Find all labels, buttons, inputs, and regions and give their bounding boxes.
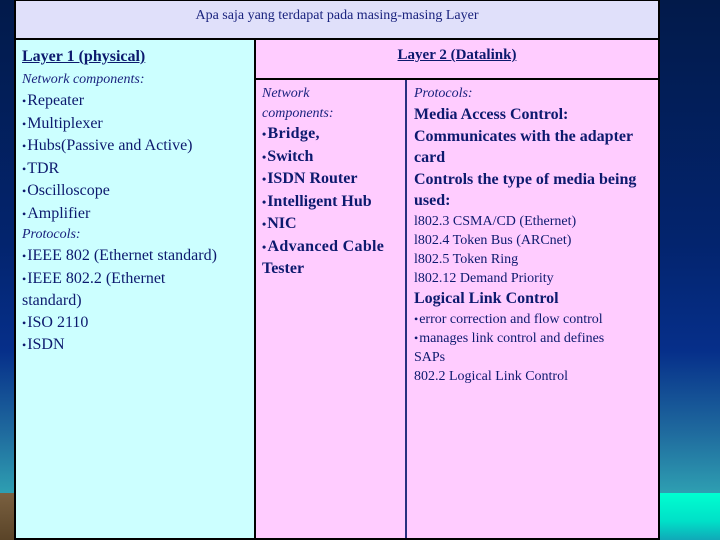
list-item: • NIC [262, 213, 405, 236]
list-item: • TDR [22, 158, 254, 181]
list-item: • Amplifier [22, 203, 254, 226]
layer1-protocols-label: Protocols: [22, 227, 81, 242]
mac-line: Media Access Control: [414, 106, 569, 123]
list-item-continuation: standard) [22, 292, 82, 309]
mac-line: Communicates with the adapter [414, 127, 634, 145]
layer2-network-label: Network [262, 86, 310, 101]
layer1-cell [16, 40, 254, 538]
background-decoration-right [660, 493, 720, 540]
list-item: • ISDN Router [262, 168, 405, 191]
list-item: • Multiplexer [22, 113, 254, 136]
list-item: • IEEE 802 (Ethernet standard) [22, 245, 254, 268]
layer2-protocols-cell [407, 80, 658, 538]
list-item: • ISO 2110 [22, 312, 254, 335]
list-item: • Advanced Cable [262, 236, 405, 259]
mac-line: Controls the type of media being [414, 170, 637, 188]
standard-item: l802.4 Token Bus (ARCnet) [414, 232, 572, 248]
list-item: • Repeater [22, 90, 254, 113]
background-decoration-left [0, 493, 14, 540]
layer2-protocols-label: Protocols: [414, 86, 473, 101]
list-item: • Oscilloscope [22, 180, 254, 203]
layer1-network-label: Network components: [22, 72, 145, 87]
mac-line: card [414, 149, 446, 166]
llc-item: • error correction and flow control [414, 310, 658, 329]
llc-footer: 802.2 Logical Link Control [414, 369, 568, 385]
table-title: Apa saja yang terdapat pada masing-masing Layer [16, 1, 658, 38]
mac-line: used: [414, 192, 451, 209]
list-item: • Hubs(Passive and Active) [22, 135, 254, 158]
layer2-header-cell [256, 40, 658, 78]
layer1-heading: Layer 1 (physical) [22, 48, 146, 65]
standard-item: l802.5 Token Ring [414, 251, 519, 267]
standard-item: l802.12 Demand Priority [414, 271, 554, 287]
layer2-network-label: components: [262, 105, 334, 121]
list-item: • IEEE 802.2 (Ethernet [22, 268, 254, 291]
list-item: • Switch [262, 146, 405, 169]
layer2-network-cell [256, 80, 405, 538]
llc-item: • manages link control and defines [414, 329, 658, 348]
standard-item: l802.3 CSMA/CD (Ethernet) [414, 213, 577, 229]
layer2-heading: Layer 2 (Datalink) [397, 47, 517, 63]
llc-item-continuation: SAPs [414, 350, 446, 366]
llc-heading: Logical Link Control [414, 290, 559, 308]
list-item: • Bridge, [262, 123, 405, 146]
list-item: • Intelligent Hub [262, 191, 405, 214]
list-item: • ISDN [22, 334, 254, 357]
layers-table [14, 0, 660, 540]
list-item-continuation: Tester [262, 260, 305, 277]
